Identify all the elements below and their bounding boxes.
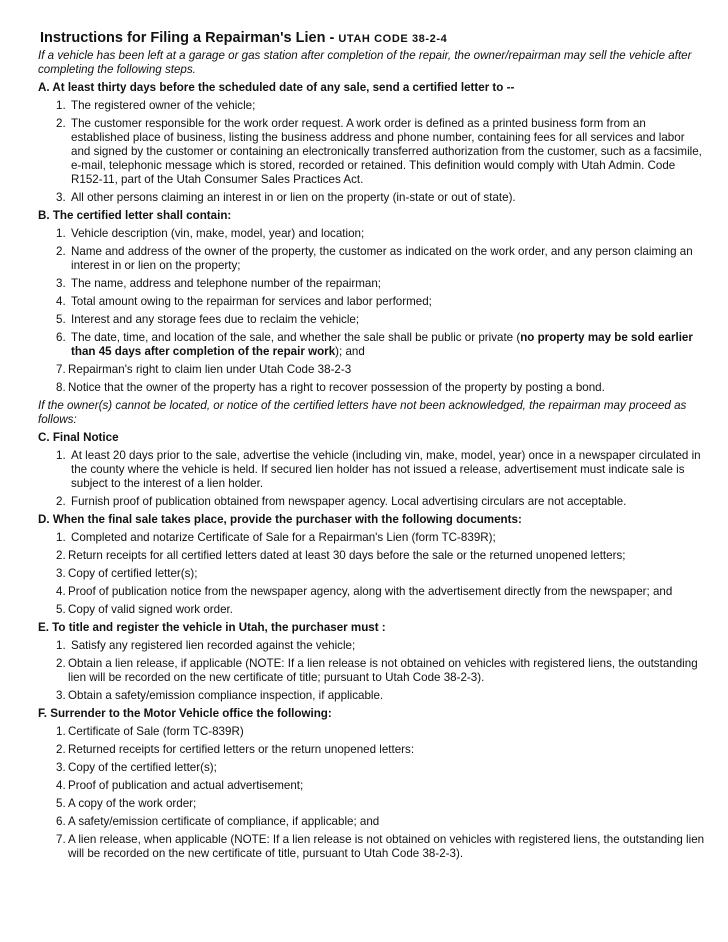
list-item: 5. Interest and any storage fees due to reclaim the vehicle;: [56, 313, 360, 326]
list-item: 2. Furnish proof of publication obtained from newspaper agency. Local advertising circulars are not acceptable.: [56, 495, 627, 508]
list-item: 1. At least 20 days prior to the sale, advertise the vehicle (including vin, make, model, year) once in a newspaper circulated in the county where the vehicle is held. If secured lien holder has not issued a release, advertisement must indicate sale is subject to the interest of a lien holder.: [56, 449, 701, 490]
list-item: 1. Vehicle description (vin, make, model, year) and location;: [56, 227, 365, 240]
list-item: 7. A lien release, when applicable (NOTE: If a lien release is not obtained on vehicles with registered liens, the outstanding lien will be recorded on the new certificate of title, pursuant to Utah Code 38-2-3).: [56, 833, 705, 860]
section-a-heading: A. At least thirty days before the scheduled date of any sale, send a certified letter to --: [38, 81, 515, 94]
section-c-heading: C. Final Notice: [38, 431, 119, 444]
list-item: 2. Return receipts for all certified letters dated at least 30 days before the sale or the returned unopened letters;: [56, 549, 626, 562]
title-code: UTAH CODE 38-2-4: [338, 33, 448, 45]
list-item: 5. A copy of the work order;: [56, 797, 197, 810]
list-item: 6. The date, time, and location of the sale, and whether the sale shall be public or private (no property may be sold earlier than 45 days after completion of the repair work); and: [56, 331, 693, 358]
list-item: 8. Notice that the owner of the property has a right to recover possession of the property by posting a bond.: [56, 381, 605, 394]
section-a-list: [38, 99, 706, 205]
list-item: 6. A safety/emission certificate of compliance, if applicable; and: [56, 815, 380, 828]
list-item: 1. The registered owner of the vehicle;: [56, 99, 256, 112]
section-f-heading: F. Surrender to the Motor Vehicle office the following:: [38, 707, 332, 720]
list-item: 7. Repairman's right to claim lien under Utah Code 38-2-3: [56, 363, 352, 376]
list-item: 3. The name, address and telephone number of the repairman;: [56, 277, 382, 290]
list-item: 2. Obtain a lien release, if applicable (NOTE: If a lien release is not obtained on vehicles with registered liens, the outstanding lien will be recorded on the new certificate of title; pursuant to Utah Code 38-2-3).: [56, 657, 698, 684]
list-item: 4. Total amount owing to the repairman for services and labor performed;: [56, 295, 432, 308]
document-page: [38, 30, 706, 865]
section-b-list: [38, 227, 706, 395]
section-e-list: [38, 639, 706, 703]
list-item: 3. Copy of certified letter(s);: [56, 567, 198, 580]
section-d-heading: D. When the final sale takes place, provide the purchaser with the following documents:: [38, 513, 522, 526]
owner-note: If the owner(s) cannot be located, or notice of the certified letters have not been acknowledged, the repairman may proceed as follows:: [38, 399, 687, 426]
document-title: [40, 30, 706, 48]
list-item: 2. The customer responsible for the work order request. A work order is defined as a printed business form from an established place of business, listing the business address and phone number, containing fees for all services and labor and signed by the customer or containing an electronically transferred authorization from the customer, such as a facsimile, e-mail, telephonic message which is stored, recorded or retained. This definition would comply with Utah Admin. Code R152-11, part of the Utah Consumer Sales Practices Act.: [56, 117, 702, 186]
list-item: 1. Certificate of Sale (form TC-839R): [56, 725, 244, 738]
list-item: 4. Proof of publication and actual advertisement;: [56, 779, 304, 792]
list-item: 3. Copy of the certified letter(s);: [56, 761, 217, 774]
section-c-list: [38, 449, 706, 509]
emphasis-text: no property may be sold earlier than 45 days after completion of the repair work: [71, 331, 693, 358]
list-item: 1. Completed and notarize Certificate of Sale for a Repairman's Lien (form TC-839R);: [56, 531, 496, 544]
list-item: 2. Returned receipts for certified letters or the return unopened letters:: [56, 743, 415, 756]
list-item: 5. Copy of valid signed work order.: [56, 603, 233, 616]
title-main: Instructions for Filing a Repairman's Lien -: [40, 30, 339, 46]
section-f-list: [38, 725, 706, 861]
list-item: 4. Proof of publication notice from the newspaper agency, along with the advertisement directly from the newspaper; and: [56, 585, 673, 598]
intro-paragraph: If a vehicle has been left at a garage or gas station after completion of the repair, the owner/repairman may sell the vehicle after completing the following steps.: [38, 49, 692, 76]
list-item: 2. Name and address of the owner of the property, the customer as indicated on the work order, and any person claiming an interest in or lien on the property;: [56, 245, 693, 272]
list-item: 1. Satisfy any registered lien recorded against the vehicle;: [56, 639, 356, 652]
section-b-heading: B. The certified letter shall contain:: [38, 209, 232, 222]
section-d-list: [38, 531, 706, 617]
list-item: 3. All other persons claiming an interest in or lien on the property (in-state or out of state).: [56, 191, 516, 204]
list-item: 3. Obtain a safety/emission compliance inspection, if applicable.: [56, 689, 384, 702]
section-e-heading: E. To title and register the vehicle in Utah, the purchaser must :: [38, 621, 386, 634]
